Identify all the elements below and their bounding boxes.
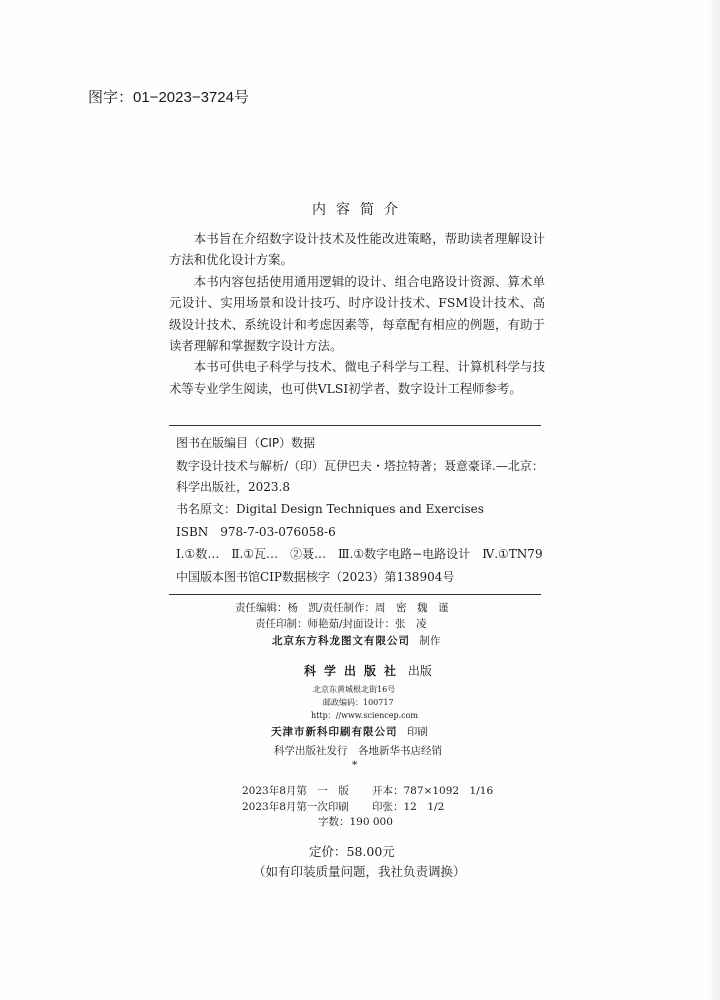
publisher-name: 科学出版社	[304, 664, 405, 678]
credits-printing: 责任印制：师艳茹/封面设计：张 凌	[255, 618, 427, 630]
edition-label: 2023年8月第 一 版	[242, 785, 349, 797]
intro-paragraph: 本书内容包括使用通用逻辑的设计、组合电路设计资源、算术单元设计、实用场景和设计技巧、时序设计技术、FSM设计技术、高级设计技术、系统设计和考虑因素等，每章配有相应的例题，有助于读者理解和掌握数字设计方法。	[169, 273, 545, 354]
producer-role: 制作	[419, 635, 441, 647]
price-note: （如有印装质量问题，我社负责调换）	[253, 864, 466, 879]
cip-classification: Ⅰ.①数… Ⅱ.①瓦… ②聂… Ⅲ.①数字电路−电路设计 Ⅳ.①TN79	[176, 547, 543, 561]
separator-star: *	[352, 759, 358, 771]
wordcount-label: 字数：190 000	[318, 816, 393, 828]
cip-entry-line1: 数字设计技术与解析/（印）瓦伊巴夫・塔拉特著；聂意豪译.—北京：	[176, 459, 544, 473]
cip-original-title: 书名原文：Digital Design Techniques and Exercises	[176, 502, 484, 516]
printing-label: 2023年8月第一次印刷	[242, 801, 349, 813]
copyright-registration: 图字：01−2023−3724号	[88, 89, 249, 106]
printer-name: 天津市新科印刷有限公司	[271, 726, 398, 738]
distribution: 科学出版社发行 各地新华书店经销	[274, 745, 442, 757]
credits-editors: 责任编辑：杨 凯/责任制作：周 密 魏 谨	[235, 602, 449, 614]
page-edge-shadow	[706, 0, 720, 1000]
cip-top-rule	[169, 425, 541, 426]
publisher-address: 北京东黄城根北街16号	[313, 685, 396, 694]
printer-line	[271, 724, 428, 739]
cip-isbn: ISBN 978-7-03-076058-6	[176, 525, 336, 539]
price-label: 定价：58.00元	[309, 844, 395, 859]
intro-title: 内容简介	[312, 202, 408, 218]
credits-producer-line	[272, 633, 440, 648]
publisher-url: http：//www.sciencep.com	[311, 711, 419, 720]
cip-number: 中国版本图书馆CIP数据核字（2023）第138904号	[176, 570, 455, 584]
printer-role: 印刷	[406, 726, 428, 738]
publisher-postcode: 邮政编码：100717	[323, 698, 394, 707]
cip-entry-line2: 科学出版社，2023.8	[176, 480, 290, 494]
publisher-role: 出版	[407, 664, 432, 678]
cip-heading: 图书在版编目（CIP）数据	[176, 436, 316, 450]
intro-paragraph: 本书可供电子科学与技术、微电子科学与工程、计算机科学与技术等专业学生阅读，也可供VLSI初学者、数字设计工程师参考。	[169, 359, 545, 396]
cip-bottom-rule	[169, 594, 541, 595]
sheets-label: 印张：12 1/2	[372, 801, 445, 813]
format-label: 开本：787×1092 1/16	[372, 785, 494, 797]
intro-paragraph: 本书旨在介绍数字设计技术及性能改进策略，帮助读者理解设计方法和优化设计方案。	[169, 231, 545, 268]
publisher-line	[304, 662, 432, 679]
intro-body	[169, 228, 545, 399]
producer-name: 北京东方科龙图文有限公司	[272, 635, 410, 647]
